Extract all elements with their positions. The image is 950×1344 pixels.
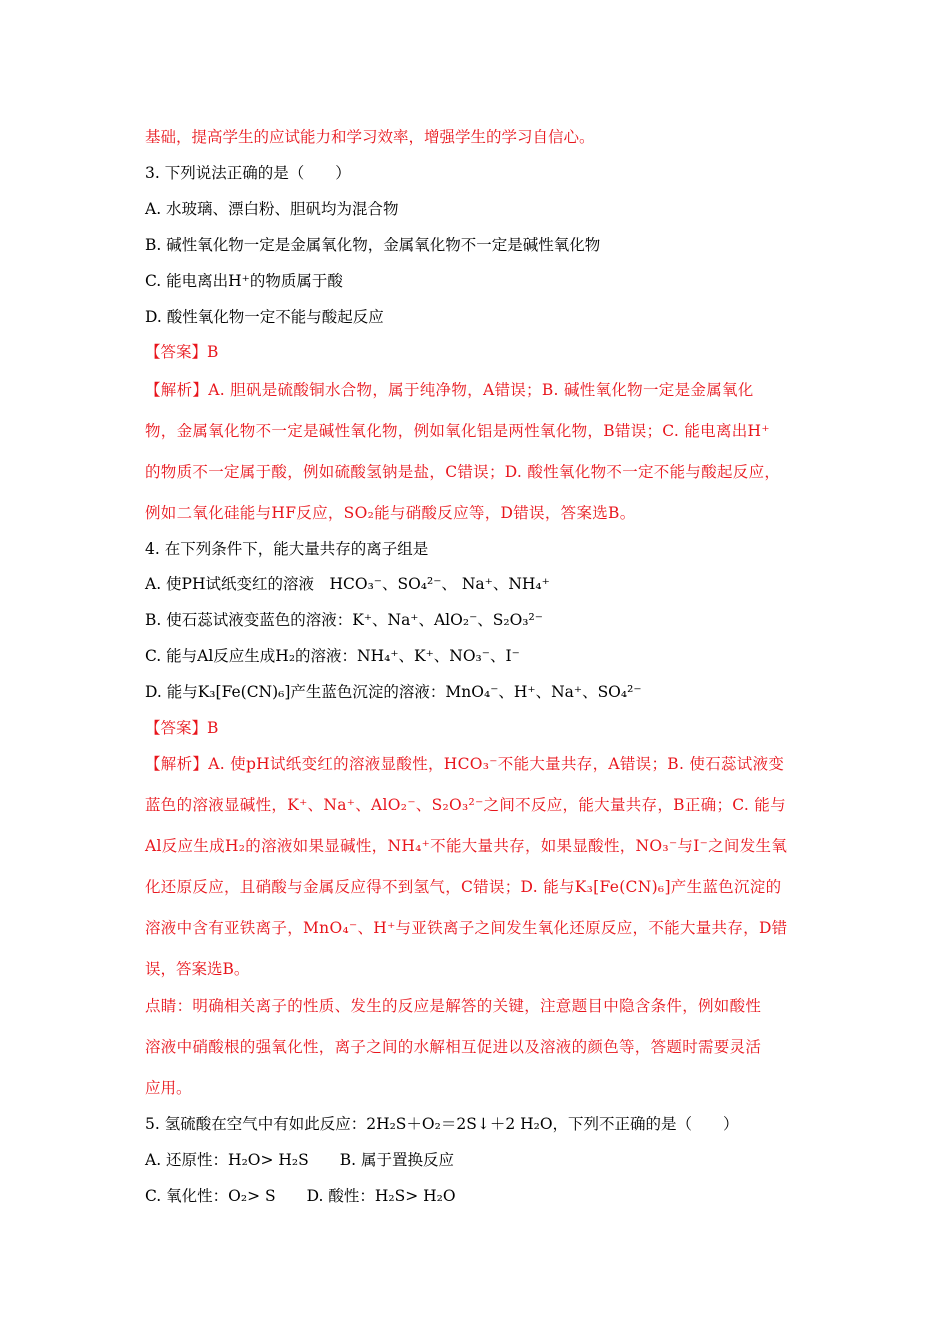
question-4-option-d: D. 能与K₃[Fe(CN)₆]产生蓝色沉淀的溶液：MnO₄⁻、H⁺、Na⁺、SO₄²⁻ bbox=[145, 683, 642, 701]
question-4-stem: 4. 在下列条件下，能大量共存的离子组是 bbox=[145, 540, 429, 558]
question-4-tip-line-3: 应用。 bbox=[145, 1079, 192, 1097]
question-3-analysis-line-3: 的物质不一定属于酸，例如硫酸氢钠是盐，C错误；D. 酸性氧化物不一定不能与酸起反应， bbox=[145, 463, 781, 481]
question-5-options-cd: C. 氧化性：O₂> S D. 酸性：H₂S> H₂O bbox=[145, 1187, 456, 1205]
question-4-analysis-line-3: Al反应生成H₂的溶液如果显碱性，NH₄⁺不能大量共存，如果显酸性，NO₃⁻与I⁻之间发生氧 bbox=[145, 837, 788, 855]
question-4-option-c: C. 能与Al反应生成H₂的溶液：NH₄⁺、K⁺、NO₃⁻、I⁻ bbox=[145, 647, 520, 665]
question-4-answer: 【答案】B bbox=[145, 719, 219, 737]
question-3-analysis-line-2: 物，金属氧化物不一定是碱性氧化物，例如氧化铝是两性氧化物，B错误；C. 能电离出H⁺ bbox=[145, 422, 770, 440]
question-3-analysis-line-1: 【解析】A. 胆矾是硫酸铜水合物，属于纯净物，A错误；B. 碱性氧化物一定是金属氧化 bbox=[145, 381, 754, 399]
question-5-options-ab: A. 还原性：H₂O> H₂S B. 属于置换反应 bbox=[145, 1151, 454, 1169]
question-3-answer: 【答案】B bbox=[145, 343, 219, 361]
question-3-analysis-line-4: 例如二氧化硅能与HF反应，SO₂能与硝酸反应等，D错误，答案选B。 bbox=[145, 504, 636, 522]
intro-tail-line: 基础，提高学生的应试能力和学习效率，增强学生的学习自信心。 bbox=[145, 128, 595, 146]
question-3-option-c: C. 能电离出H⁺的物质属于酸 bbox=[145, 272, 343, 290]
question-3-option-b: B. 碱性氧化物一定是金属氧化物，金属氧化物不一定是碱性氧化物 bbox=[145, 236, 601, 254]
question-4-analysis-line-4: 化还原反应，且硝酸与金属反应得不到氢气，C错误；D. 能与K₃[Fe(CN)₆]产生蓝色沉淀的 bbox=[145, 878, 782, 896]
question-4-option-a: A. 使PH试纸变红的溶液 HCO₃⁻、SO₄²⁻、 Na⁺、NH₄⁺ bbox=[145, 575, 550, 593]
question-3-option-a: A. 水玻璃、漂白粉、胆矾均为混合物 bbox=[145, 200, 399, 218]
question-4-tip-line-2: 溶液中硝酸根的强氧化性，离子之间的水解相互促进以及溶液的颜色等，答题时需要灵活 bbox=[145, 1038, 762, 1056]
question-4-analysis-line-5: 溶液中含有亚铁离子，MnO₄⁻、H⁺与亚铁离子之间发生氧化还原反应，不能大量共存，D错 bbox=[145, 919, 788, 937]
question-4-analysis-line-1: 【解析】A. 使pH试纸变红的溶液显酸性，HCO₃⁻不能大量共存，A错误；B. 使石蕊试液变 bbox=[145, 755, 785, 773]
question-4-tip-line-1: 点睛：明确相关离子的性质、发生的反应是解答的关键，注意题目中隐含条件，例如酸性 bbox=[145, 997, 762, 1015]
question-4-analysis-line-2: 蓝色的溶液显碱性，K⁺、Na⁺、AlO₂⁻、S₂O₃²⁻之间不反应，能大量共存，B正确；C. 能与 bbox=[145, 796, 786, 814]
question-3-option-d: D. 酸性氧化物一定不能与酸起反应 bbox=[145, 308, 384, 326]
question-4-analysis-line-6: 误，答案选B。 bbox=[145, 960, 250, 978]
question-3-stem: 3. 下列说法正确的是（ ） bbox=[145, 164, 351, 182]
question-4-option-b: B. 使石蕊试液变蓝色的溶液：K⁺、Na⁺、AlO₂⁻、S₂O₃²⁻ bbox=[145, 611, 543, 629]
question-5-stem: 5. 氢硫酸在空气中有如此反应：2H₂S＋O₂＝2S↓＋2 H₂O，下列不正确的是（ ） bbox=[145, 1115, 739, 1133]
